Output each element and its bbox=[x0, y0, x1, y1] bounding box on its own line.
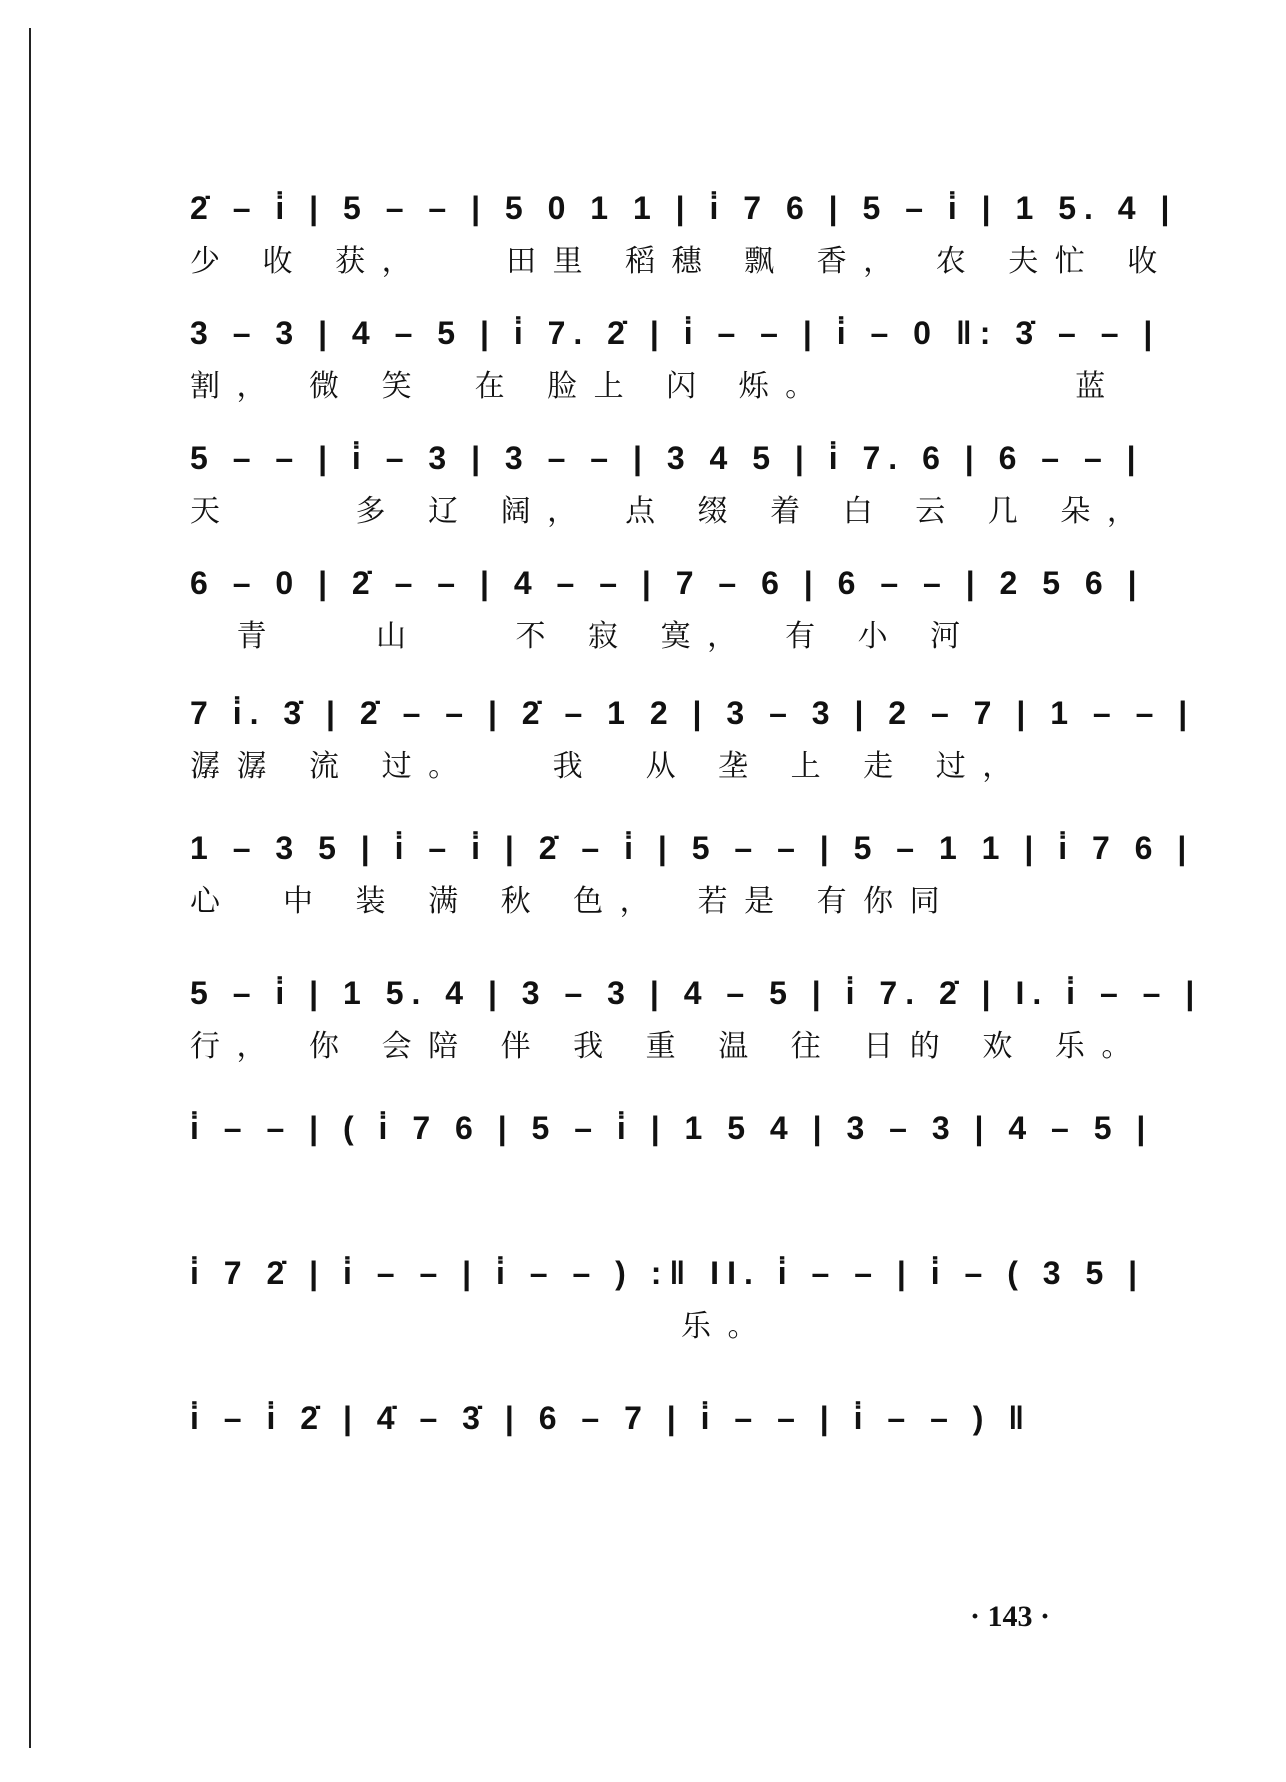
lyrics-line: 行， 你 会陪 伴 我 重 温 往 日的 欢 乐。 bbox=[190, 1029, 1148, 1064]
notation-line: 7 i̇. 3̇ | 2̇ – – | 2̇ – 1 2 | 3 – 3 | 2 – 7 | 1 – – | bbox=[190, 694, 1196, 731]
notation-line: 5 – – | i̇ – 3 | 3 – – | 3 4 5 | i̇ 7. 6 | 6 – – | bbox=[190, 439, 1144, 476]
notation-line: 2̇ – i̇ | 5 – – | 5 0 1 1 | i̇ 7 6 | 5 – i̇ | 1 5. 4 | bbox=[190, 189, 1178, 226]
lyrics-line: 心 中 装 满 秋 色， 若是 有你同 bbox=[190, 884, 957, 919]
system-6 bbox=[190, 820, 1195, 926]
notation-line: 6 – 0 | 2̇ – – | 4 – – | 7 – 6 | 6 – – | 2 5 6 | bbox=[190, 564, 1145, 601]
lyrics-line: 割， 微 笑 在 脸上 闪 烁。 蓝 bbox=[190, 369, 1122, 404]
lyrics-line bbox=[190, 1156, 1110, 1206]
notation-line: i̇ 7 2̇ | i̇ – – | i̇ – – ) :‖ II. i̇ – – | i̇ – ( 3 5 | bbox=[190, 1254, 1146, 1291]
notation-line: 3 – 3 | 4 – 5 | i̇ 7. 2̇ | i̇ – – | i̇ – 0 ‖: 3̇ – – | bbox=[190, 314, 1161, 351]
lyrics-line: 潺潺 流 过。 我 从 垄 上 走 过， bbox=[190, 749, 1029, 784]
lyrics-line bbox=[190, 1446, 1110, 1496]
system-7 bbox=[190, 965, 1203, 1071]
notation-line: 5 – i̇ | 1 5. 4 | 3 – 3 | 4 – 5 | i̇ 7. 2̇ | I. i̇ – – | bbox=[190, 974, 1203, 1011]
page-margin-line bbox=[29, 28, 31, 1748]
page-number: · 143 · bbox=[970, 1600, 1051, 1633]
system-8 bbox=[190, 1100, 1154, 1206]
notation-line: i̇ – – | ( i̇ 7 6 | 5 – i̇ | 1 5 4 | 3 – 3 | 4 – 5 | bbox=[190, 1109, 1154, 1146]
system-1 bbox=[190, 180, 1178, 286]
notation-line: 1 – 3 5 | i̇ – i̇ | 2̇ – i̇ | 5 – – | 5 – 1 1 | i̇ 7 6 | bbox=[190, 829, 1195, 866]
lyrics-line: 青 山 不 寂 寞， 有 小 河 bbox=[190, 619, 977, 654]
lyrics-line: 乐。 bbox=[190, 1309, 775, 1344]
system-10 bbox=[190, 1390, 1110, 1496]
lyrics-line: 少 收 获， 田里 稻穗 飘 香， 农 夫忙 收 bbox=[190, 244, 1174, 279]
lyrics-line: 天 多 辽 阔， 点 缀 着 白 云 几 朵， bbox=[190, 494, 1154, 529]
system-9 bbox=[190, 1245, 1146, 1351]
system-3 bbox=[190, 430, 1154, 536]
notation-line: i̇ – i̇ 2̇ | 4̇ – 3̇ | 6 – 7 | i̇ – – | i̇ – – ) ‖ bbox=[190, 1399, 1033, 1436]
system-2 bbox=[190, 305, 1161, 411]
system-4 bbox=[190, 555, 1145, 661]
system-5 bbox=[190, 685, 1196, 791]
